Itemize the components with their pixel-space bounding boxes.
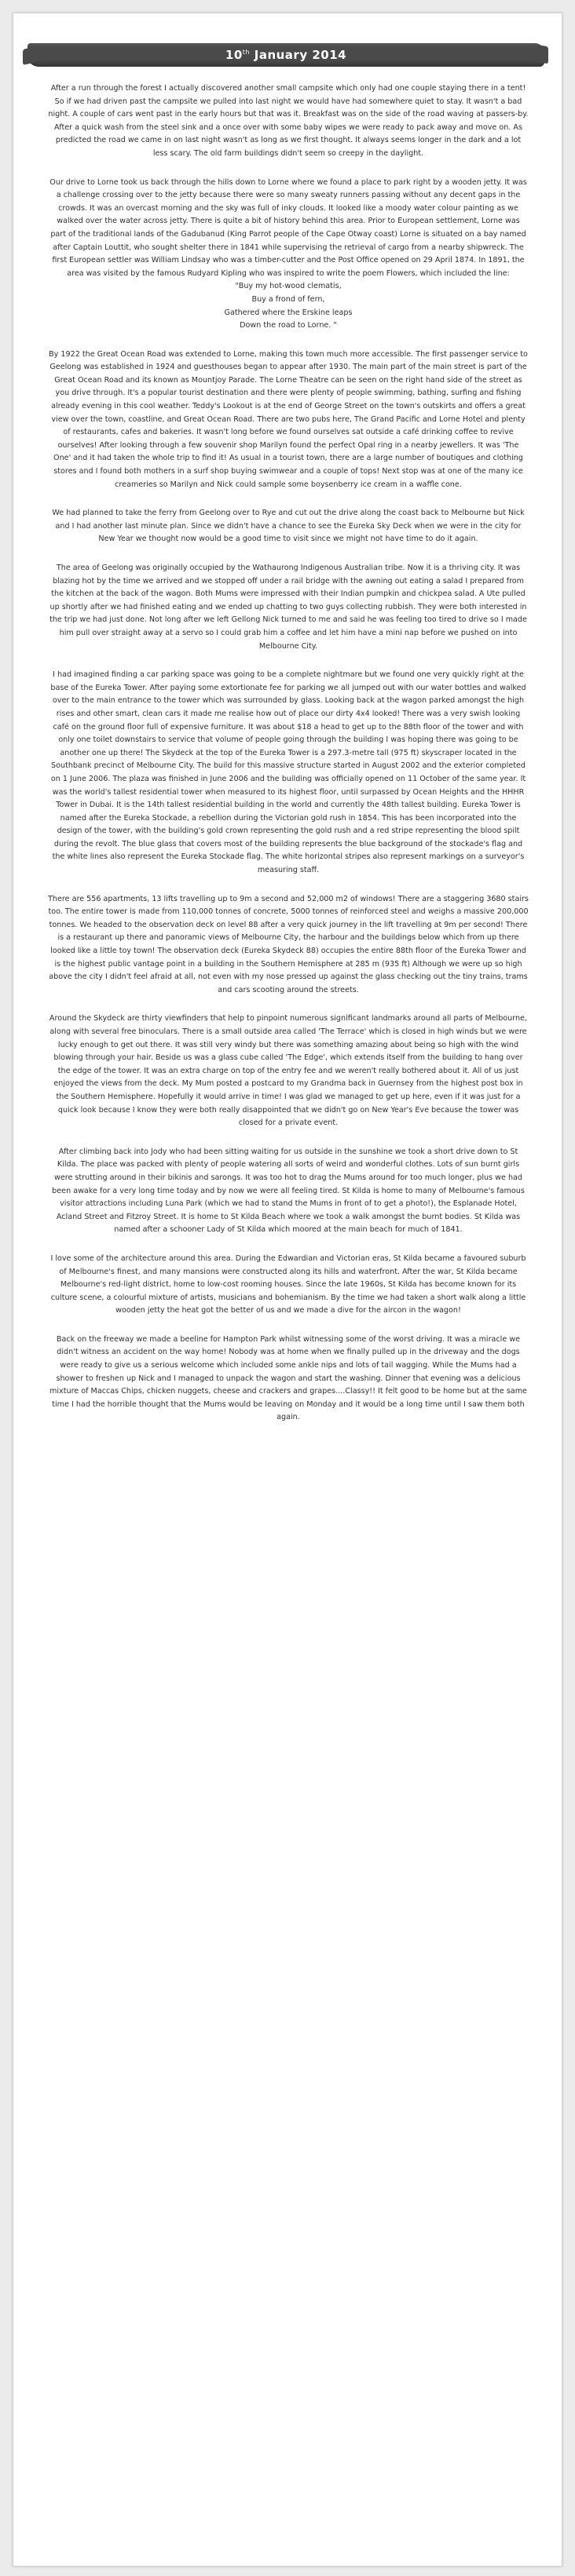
poem-line: Gathered where the Erskine leaps	[224, 308, 353, 317]
journal-paper	[13, 13, 562, 2567]
paragraph-lorne-town: By 1922 the Great Ocean Road was extended to Lorne, making this town much more accessible. The first passenger service to Geelong was established in 1924 and guesthouses began to appear after 1930. The main part of the main street is part of the Great Ocean Road and its known as Mountjoy Parade. The Lorne Theatre can be seen on the right hand side of the street as you drive through. It's a popular tourist destination and there were plenty of people swimming, bathing, surfing and fishing already evening in this cool weather. Teddy's Lookout is at the end of George Street on the town's outskirts and offers a great view over the town, coastline, and Great Ocean Road. There are two pubs here, The Grand Pacific and Lorne Hotel and plenty of restaurants, cafes and bakeries. It wasn't long before we found ourselves sat outside a café drinking coffee to revive ourselves! After looking through a few souvenir shop Marilyn found the perfect Opal ring in a nearby jewellers. It was 'The One' and it had taken the whole trip to find it! As usual in a tourist town, there are a large number of boutiques and clothing stores and I found both mothers in a surf shop buying swimwear and a couple of tops! Next stop was at one of the many ice creameries so Marilyn and Nick could sample some boysenberry ice cream in a waffle cone.	[49, 349, 528, 489]
paragraph-lorne-history: Our drive to Lorne took us back through the hills down to Lorne where we found a place to park right by a wooden jetty. It was a challenge crossing over to the jetty because there were so many sweaty runners passing without any decent gaps in the crowds. It was an overcast morning and the sky was full of inky clouds. It looked like a moody water colour painting as we walked over the water across jetty. There is quite a bit of history behind this area. Prior to European settlement, Lorne was part of the traditional lands of the Gadubanud (King Parrot people of the Cape Otway coast) Lorne is situated on a bay named after Captain Louttit, who sought shelter there in 1841 while supervising the retrieval of cargo from a nearby shipwreck. The first European settler was William Lindsay who was a timber-cutter and the Post Office opened on 29 April 1874. In 1891, the area was visited by the famous Rudyard Kipling who was inspired to write the poem Flowers, which included the line:	[49, 177, 527, 278]
paragraph-st-kilda-architecture: I love some of the architecture around this area. During the Edwardian and Victorian eras, St Kilda became a favoured suburb of Melbourne's finest, and many mansions were constructed along its hills and waterfront. After the war, St Kilda became Melbourne's red-light district, home to low-cost rooming houses. Since the late 1960s, St Kilda has become known for its culture scene, a colourful mixture of artists, musicians and bohemianism. By the time we had taken a short walk along a little wooden jetty the heat got the better of us and we made a dive for the aircon in the wagon!	[50, 1253, 526, 1315]
paragraph-change-of-plan: We had planned to take the ferry from Geelong over to Rye and cut out the drive along the coast back to Melbourne but Nick and I had another last minute plan. Since we didn't have a chance to see the Eureka Sky Deck when we were in the city for New Year we thought now would be a good time to visit since we might not have time to do it again.	[52, 509, 525, 544]
poem-line: "Buy my hot-wood clematis,	[235, 282, 342, 291]
poem-line: Down the road to Lorne. "	[240, 321, 337, 330]
paragraph-campsite-morning: After a run through the forest I actually discovered another small campsite which only had one couple staying there in a tent! So if we had driven past the campsite we pulled into last night we would have had somewhere quiet to stay. It wasn't a bad night. A couple of cars went past in the early hours but that was it. Breakfast was on the side of the road waving at passers-by. After a quick wash from the steel sink and a once over with some baby wipes we were ready to pack away and move on. As predicted the road we came in on last night wasn't as long as we first thought. It always seems longer in the dark and a lot less scary. The old farm buildings didn't seem so creepy in the daylight.	[48, 84, 529, 158]
paragraph-skydeck: Around the Skydeck are thirty viewfinders that help to pinpoint numerous significant landmarks around all parts of Melbourne, along with several free binoculars. There is a small outside area called 'The Terrace' which is closed in high winds but we were lucky enough to get out there. It was still very windy but there was something amazing about being so high with the wind blowing through your hair. Beside us was a glass cube called 'The Edge', which extends itself from the building to hang over the edge of the tower. It was an extra charge on top of the entry fee and we weren't really bothered about it. All of us just enjoyed the views from the deck. My Mum posted a postcard to my Grandma back in Guernsey from the highest post box in the Southern Hemisphere. Hopefully it would arrive in time! I was glad we managed to get up here, even if it was just for a quick look because I know they were both really disappointed that we didn't go on New Year's Eve because the tower was closed for a private event.	[49, 1014, 528, 1128]
date-suffix: th	[242, 49, 251, 56]
date-heading	[225, 48, 346, 62]
paragraph-eureka-facts: There are 556 apartments, 13 lifts travelling up to 9m a second and 52,000 m2 of windows! There are a staggering 3680 stairs too. The entire tower is made from 110,000 tonnes of concrete, 5000 tonnes of reinforced steel and weighs a massive 200,000 tonnes. We headed to the observation deck on level 88 after a very quick journey in the lift travelling at 9m per second! There is a restaurant up there and panoramic views of Melbourne City, the harbour and the buildings below which from up there looked like a little toy town! The observation deck (Eureka Skydeck 88) occupies the entire 88th floor of the Eureka Tower and is the highest public vantage point in a building in the Southern Hemisphere at 285 m (935 ft) Although we were up so high above the city I didn't feel afraid at all, not even with my nose pressed up against the glass checking out the tiny trains, trams and cars scooting around the streets.	[48, 894, 529, 994]
paragraph-geelong: The area of Geelong was originally occupied by the Wathaurong Indigenous Australian tribe. Now it is a thriving city. It was blazing hot by the time we arrived and we stopped off under a rail bridge with the awning out eating a salad I prepared from the kitchen at the back of the wagon. Both Mums were impressed with their Indian pumpkin and chickpea salad. A Ute pulled up shortly after we had finished eating and we ended up chatting to two guys collecting rubbish. They were both interested in the trip we had just done. Not long after we left Gellong Nick turned to me and said he was feeling too tired to drive so I made him pull over straight away at a servo so I could grab him a coffee and let him have a mini nap before we pushed on into Melbourne City.	[49, 564, 527, 651]
date-day: 10	[225, 48, 243, 62]
paragraph-st-kilda: After climbing back into Jody who had been sitting waiting for us outside in the sunshine we took a short drive down to St Kilda. The place was packed with plenty of people watering all sorts of weird and wonderful clothes. Lots of sun burnt girls were strutting around in their bikinis and sarongs. It was too hot to drag the Mums around for too much longer, plus we had been awake for a very long time today and by now we were all feeling tired. St Kilda is home to many of Melbourne's famous visitor attractions including Luna Park (which we had to stand the Mums in front of to get a photo!), the Esplanade Hotel, Acland Street and Fitzroy Street. It is home to St Kilda Beach where we took a walk amongst the burnt bodies. St Kilda was named after a schooner Lady of St Kilda which moored at the main beach for much of 1841.	[52, 1147, 525, 1235]
paragraph-home: Back on the freeway we made a beeline for Hampton Park whilst witnessing some of the worst driving. It was a miracle we didn't witness an accident on the way home! Nobody was at home when we finally pulled up in the driveway and the dogs were ready to give us a serious welcome which included some ankle nips and lots of tail wagging. While the Mums had a shower to freshen up Nick and I managed to unpack the wagon and start the washing. Dinner that evening was a delicious mixture of Maccas Chips, chicken nuggets, cheese and crackers and grapes....Classy!! It felt good to be home but at the same time I had the horrible thought that the Mums would be leaving on Monday and it would be a long time until I saw them both again.	[49, 1334, 527, 1422]
paragraph-eureka-tower: I had imagined finding a car parking space was going to be a complete nightmare but we found one very quickly right at the base of the Eureka Tower. After paying some extortionate fee for parking we all jumped out with our water bottles and walked over to the main entrance to the tower which was surrounded by glass. Looking back at the wagon parked amongst the high rises and other smart, clean cars it made me realise how out of place our dirty 4x4 looked! There was a very swish looking café on the ground floor full of expensive furniture. It was about $18 a head to get up to the 88th floor of the tower and with only one toilet downstairs to service that volume of people going through the building I was hoping there was going to be another one up there! The Skydeck at the top of the Eureka Tower is a 297.3-metre tall (975 ft) skyscraper located in the Southbank precinct of Melbourne City. The build for this massive structure started in August 2002 and the exterior completed on 1 June 2006. The plaza was finished in June 2006 and the building was officially opened on 11 October of the same year. It was the world's tallest residential tower when measured to its highest floor, until surpassed by Ocean Heights and the HHHR Tower in Dubai. It is the 14th tallest residential building in the world and currently the 48th tallest building. Eureka Tower is named after the Eureka Stockade, a rebellion during the Victorian gold rush in 1854. This has been incorporated into the design of the tower, with the building's gold crown representing the gold rush and a red stripe representing the blood spilt during the revolt. The blue glass that covers most of the building represents the blue background of the stockade's flag and the white lines also represent the Eureka Stockade flag. The white horizontal stripes also represent markings on a surveyor's measuring staff.	[50, 670, 526, 875]
poem-line: Buy a frond of fern,	[251, 294, 325, 304]
date-banner	[27, 43, 544, 67]
journal-body	[48, 82, 529, 1440]
date-month-year: January 2014	[254, 48, 347, 62]
kipling-poem	[48, 280, 529, 332]
